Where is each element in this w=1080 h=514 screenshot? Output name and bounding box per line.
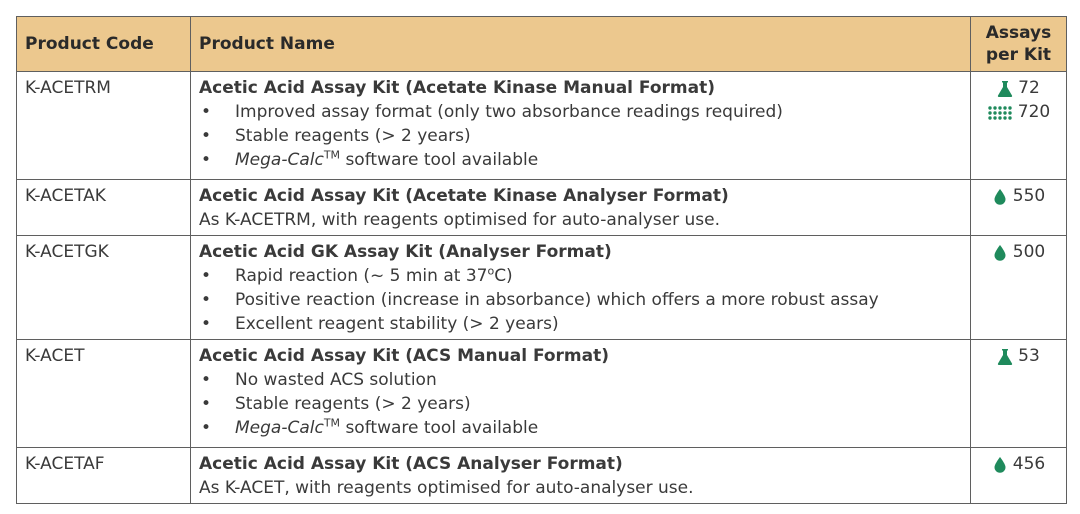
assays-cell xyxy=(971,340,1067,448)
droplet-icon xyxy=(992,244,1008,261)
assay-count: 456 xyxy=(975,452,1062,476)
droplet-icon xyxy=(992,188,1008,205)
product-name-cell xyxy=(191,236,971,340)
assay-count: 720 xyxy=(975,100,1062,124)
list-item: • Rapid reaction (~ 5 min at 37$^o$C) xyxy=(201,264,513,286)
product-note: As K-ACETRM, with reagents optimised for auto-analyser use. xyxy=(199,210,720,230)
list-item: • No wasted ACS solution xyxy=(201,370,437,390)
product-table-wrapper xyxy=(16,16,1066,504)
list-item: • Mega-Calc™ software tool available xyxy=(201,148,539,170)
list-item: • Mega-Calc™ software tool available xyxy=(201,416,539,438)
table-row xyxy=(17,72,1067,180)
table-row xyxy=(17,340,1067,448)
table-row xyxy=(17,236,1067,340)
feature-list xyxy=(199,368,962,440)
product-name: Acetic Acid Assay Kit (Acetate Kinase Analyser Format) xyxy=(199,186,729,206)
assay-count: 550 xyxy=(975,184,1062,208)
product-name: Acetic Acid Assay Kit (Acetate Kinase Manual Format) xyxy=(199,78,715,98)
assays-cell xyxy=(971,72,1067,180)
product-code-cell: K-ACETGK xyxy=(17,236,191,340)
product-note: As K-ACET, with reagents optimised for auto-analyser use. xyxy=(199,478,694,498)
table-row xyxy=(17,448,1067,504)
product-name-cell xyxy=(191,340,971,448)
product-name-cell xyxy=(191,180,971,236)
list-item: • Excellent reagent stability (> 2 years) xyxy=(201,314,559,334)
droplet-icon xyxy=(992,456,1008,473)
header-product-name: Product Name xyxy=(191,17,971,72)
product-name-cell xyxy=(191,448,971,504)
header-assays-per-kit: Assays per Kit xyxy=(971,17,1067,72)
assays-cell xyxy=(971,448,1067,504)
product-code-cell: K-ACETAK xyxy=(17,180,191,236)
assay-count: 500 xyxy=(975,240,1062,264)
product-name: Acetic Acid Assay Kit (ACS Manual Format) xyxy=(199,346,610,366)
product-name: Acetic Acid GK Assay Kit (Analyser Format) xyxy=(199,242,612,262)
assays-cell xyxy=(971,180,1067,236)
product-code-cell: K-ACET xyxy=(17,340,191,448)
assays-cell xyxy=(971,236,1067,340)
list-item: • Improved assay format (only two absorbance readings required) xyxy=(201,102,783,122)
product-name-cell xyxy=(191,72,971,180)
table-header-row xyxy=(17,17,1067,72)
feature-list xyxy=(199,100,962,172)
assay-count: 53 xyxy=(975,344,1062,368)
flask-icon xyxy=(997,80,1013,97)
table-row xyxy=(17,180,1067,236)
product-code-cell: K-ACETRM xyxy=(17,72,191,180)
list-item: • Stable reagents (> 2 years) xyxy=(201,394,471,414)
product-name: Acetic Acid Assay Kit (ACS Analyser Format) xyxy=(199,454,623,474)
product-table xyxy=(16,16,1067,504)
product-code-cell: K-ACETAF xyxy=(17,448,191,504)
assay-count: 72 xyxy=(975,76,1062,100)
list-item: • Stable reagents (> 2 years) xyxy=(201,126,471,146)
feature-list xyxy=(199,264,962,336)
flask-icon xyxy=(997,348,1013,365)
header-product-code: Product Code xyxy=(17,17,191,72)
list-item: • Positive reaction (increase in absorbance) which offers a more robust assay xyxy=(201,290,879,310)
microplate-icon xyxy=(987,104,1013,121)
